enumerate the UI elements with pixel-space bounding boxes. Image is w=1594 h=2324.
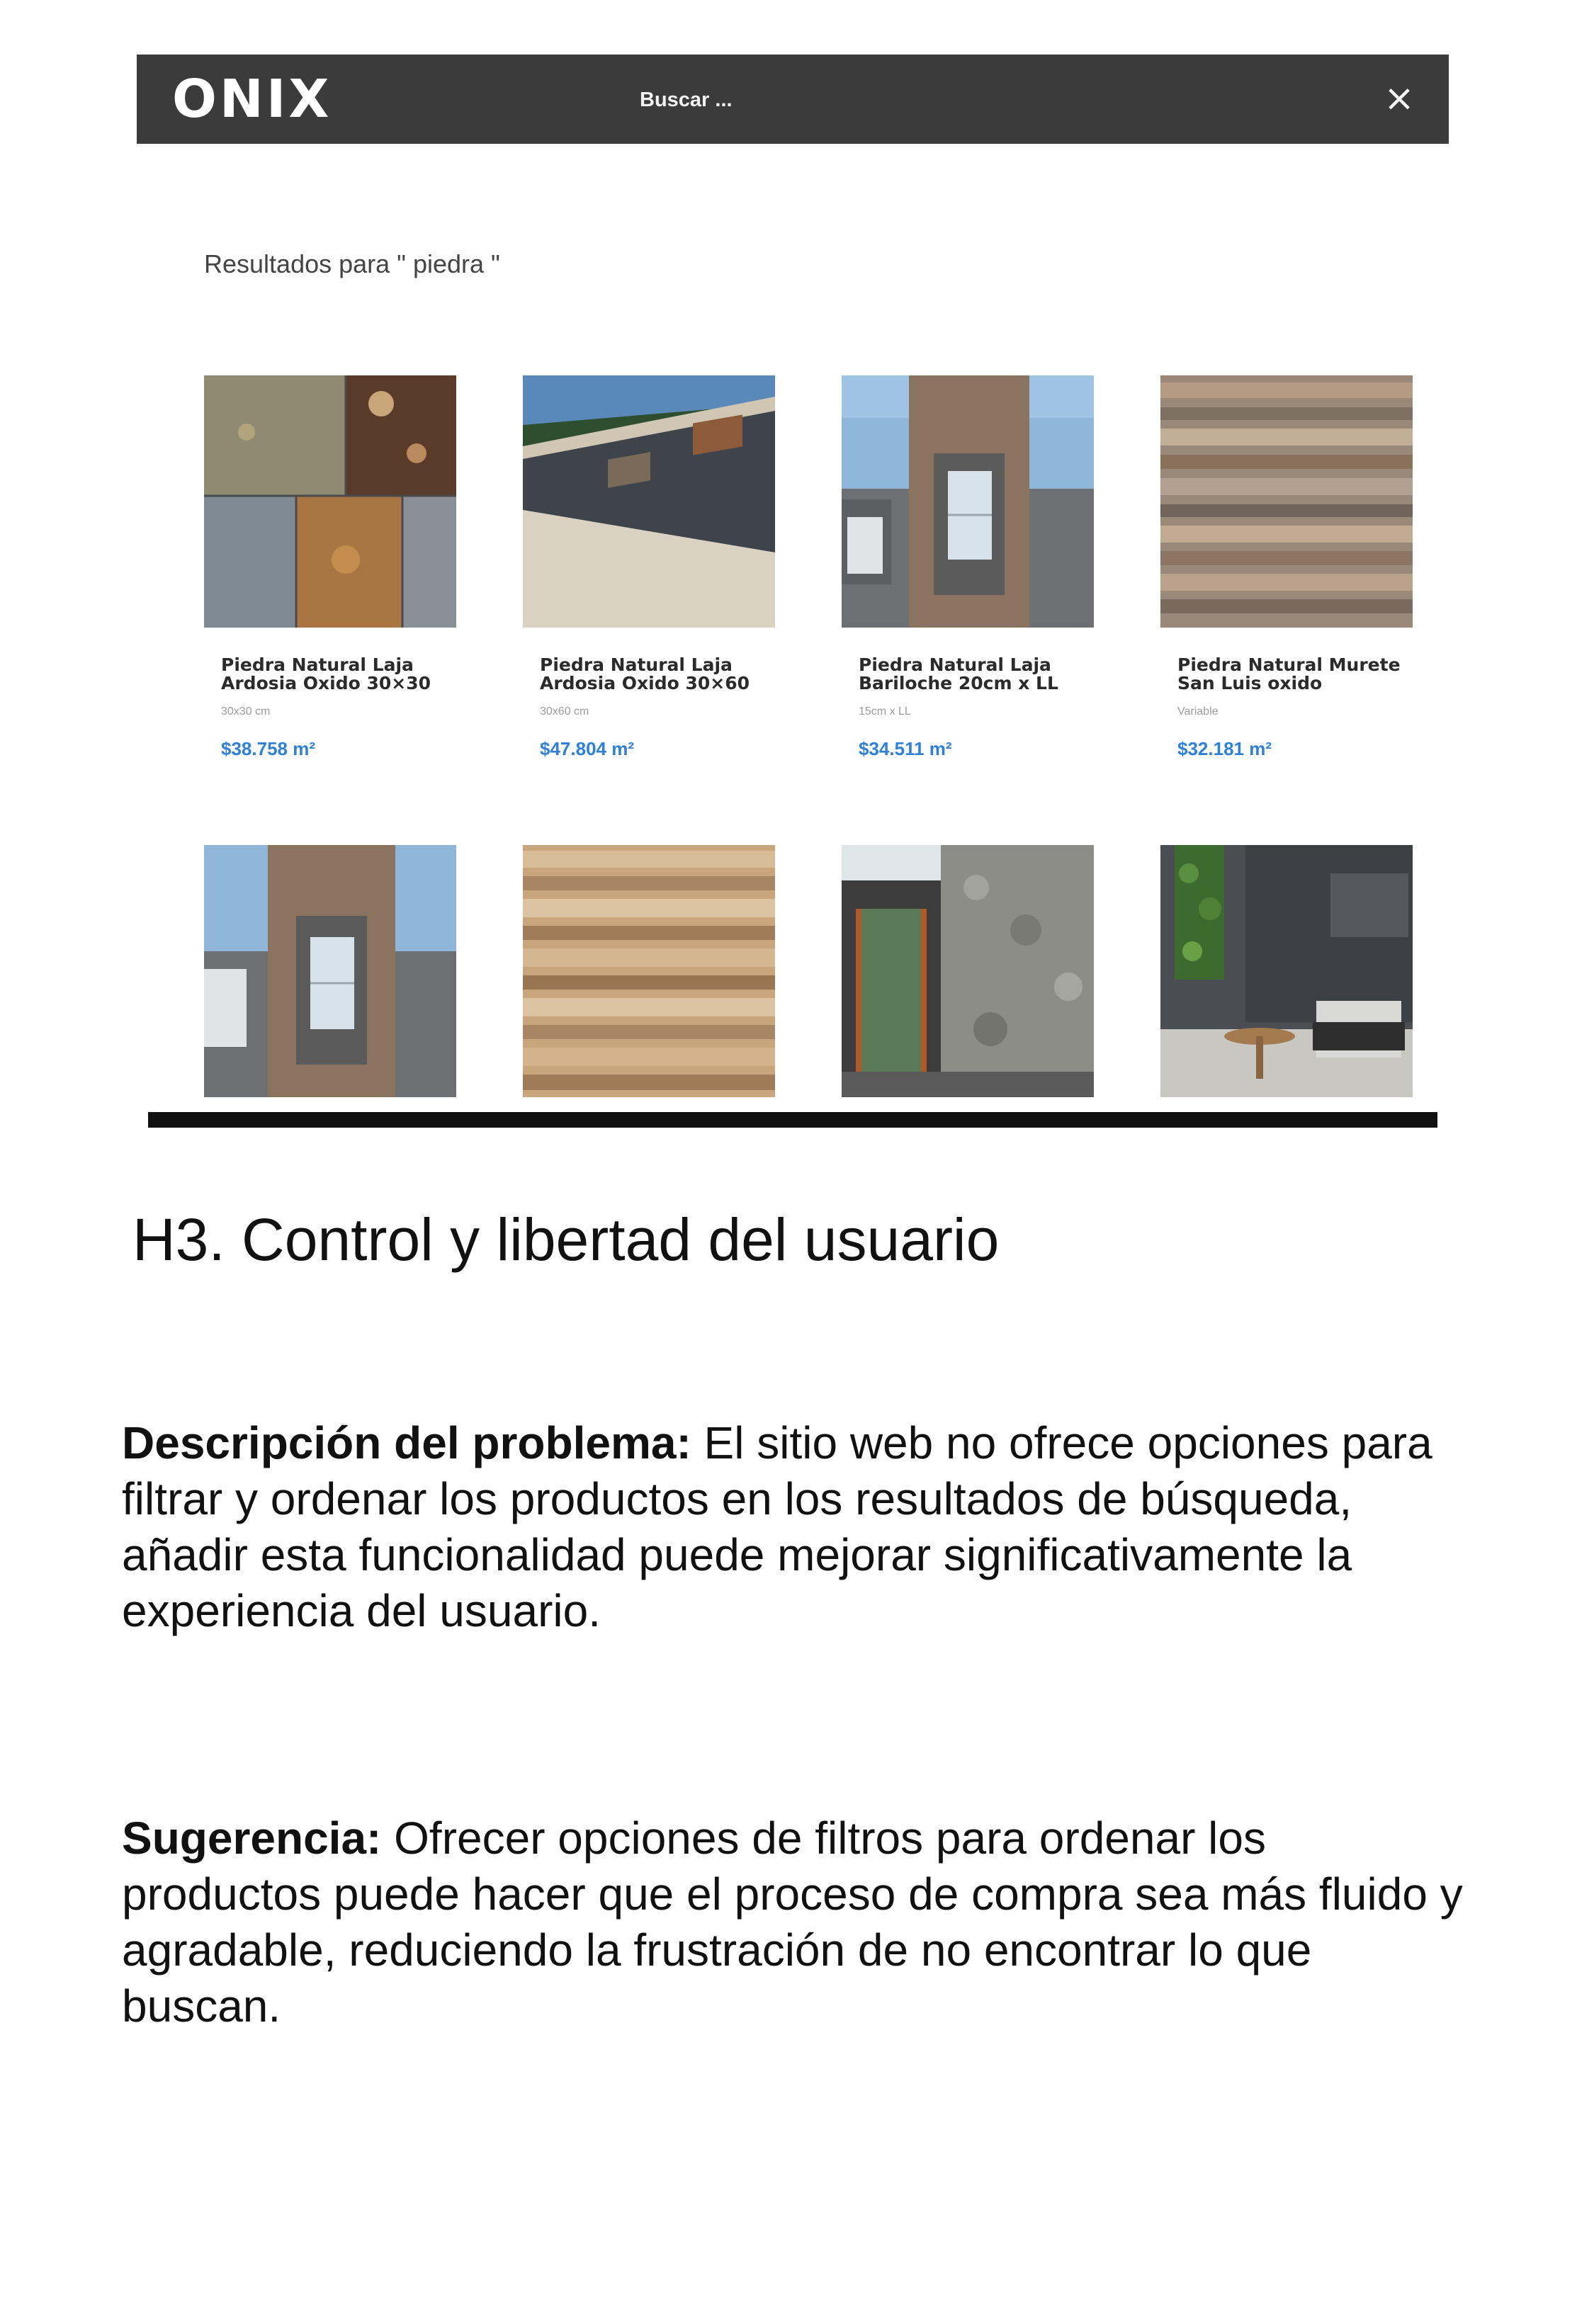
- product-image-sandstone-stack[interactable]: [523, 845, 775, 1097]
- product-size: 30x60 cm: [540, 705, 589, 718]
- results-title: Resultados para " piedra ": [204, 249, 500, 278]
- suggestion-text: Ofrecer opciones de filtros para ordenar los productos puede hacer que el proceso de compra sea más fluido y agradable, reduciendo la frustración de no encontrar lo que buscan.: [122, 1813, 1463, 2031]
- problem-label: Descripción del problema:: [122, 1417, 691, 1468]
- product-image-slate-tiles[interactable]: [204, 375, 456, 628]
- product-name[interactable]: Piedra Natural Laja Bariloche 20cm x LL: [859, 654, 1058, 693]
- product-card[interactable]: [842, 375, 1094, 760]
- product-name[interactable]: Piedra Natural Laja Ardosia Oxido 30×60: [540, 654, 750, 693]
- product-size: 15cm x LL: [859, 705, 911, 718]
- suggestion: [122, 1810, 1468, 2034]
- search-input[interactable]: Buscar ...: [640, 88, 733, 111]
- product-image-terrace-wall[interactable]: [523, 375, 775, 628]
- product-card[interactable]: [204, 375, 456, 760]
- section-heading: H3. Control y libertad del usuario: [132, 1206, 1000, 1273]
- close-icon[interactable]: ×: [1384, 77, 1415, 120]
- product-name[interactable]: Piedra Natural Laja Ardosia Oxido 30×30: [221, 654, 431, 693]
- product-card[interactable]: [1160, 375, 1413, 760]
- product-size: 30x30 cm: [221, 705, 271, 718]
- suggestion-label: Sugerencia:: [122, 1813, 382, 1864]
- product-price: $34.511 m²: [859, 738, 952, 759]
- product-price: $47.804 m²: [540, 738, 634, 759]
- product-image-slate-interior[interactable]: [1160, 845, 1413, 1097]
- product-price: $32.181 m²: [1177, 738, 1272, 759]
- product-name[interactable]: Piedra Natural Murete San Luis oxido: [1177, 654, 1401, 693]
- logo-text: ONIX: [172, 69, 332, 130]
- product-size: Variable: [1177, 705, 1219, 718]
- divider-bar: [148, 1112, 1437, 1128]
- product-image-stacked-stone[interactable]: [1160, 375, 1413, 628]
- product-card[interactable]: [523, 375, 775, 760]
- product-image-entrance-stone[interactable]: [842, 845, 1094, 1097]
- product-image-stone-facade-2[interactable]: [204, 845, 456, 1097]
- product-image-stone-facade[interactable]: [842, 375, 1094, 628]
- site-header: [137, 55, 1449, 144]
- product-price: $38.758 m²: [221, 738, 315, 759]
- problem-description: [122, 1415, 1468, 1639]
- onix-logo[interactable]: [172, 69, 332, 130]
- problem-text: El sitio web no ofrece opciones para filtrar y ordenar los productos en los resultados de búsqueda, añadir esta funcionalidad puede mejorar significativamente la experiencia del usuario.: [122, 1417, 1432, 1636]
